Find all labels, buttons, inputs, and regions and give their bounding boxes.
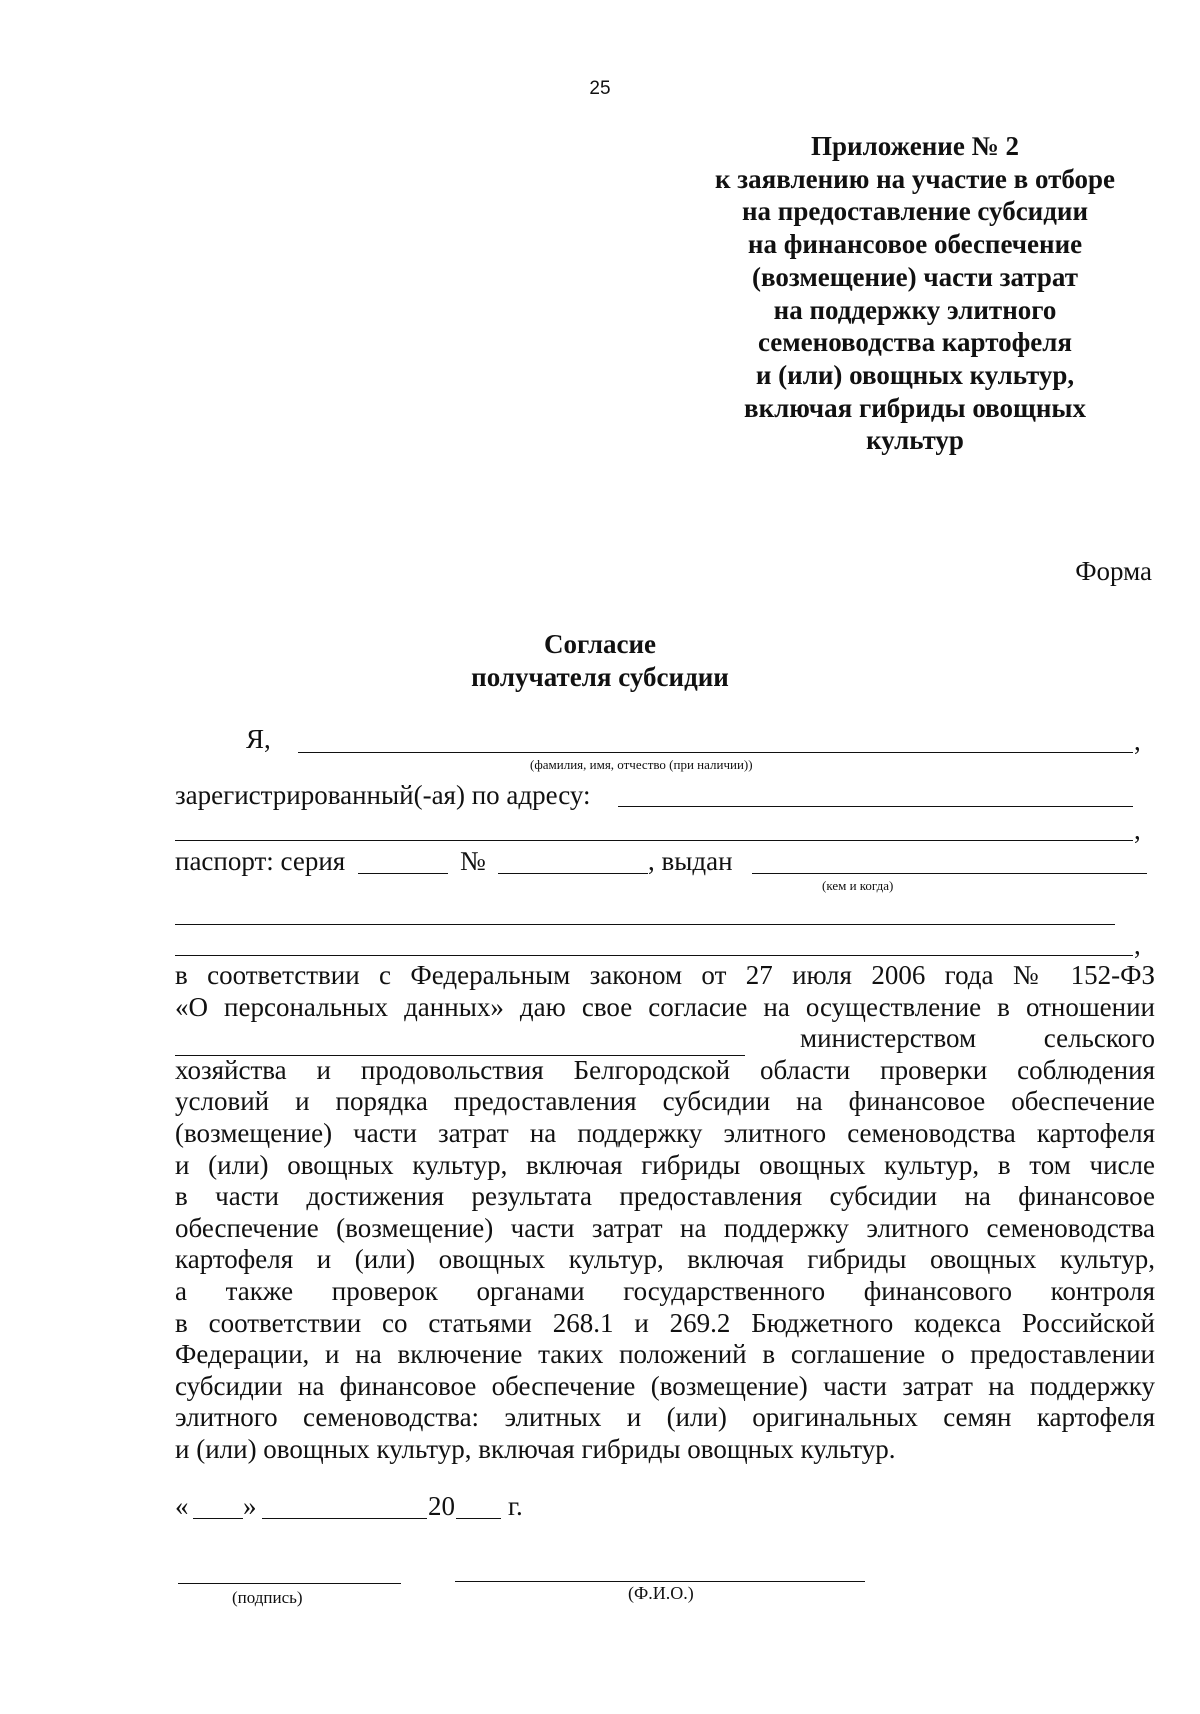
title-line-1: Согласие <box>543 629 657 659</box>
registered-label: зарегистрированный(-ая) по адресу: <box>175 780 591 810</box>
appendix-line: семеноводства картофеля <box>757 327 1073 358</box>
date-year-prefix: 20 <box>428 1491 455 1521</box>
body-line: а также проверок органами государственного финансового контроля <box>175 1275 1155 1306</box>
comma: , <box>1134 815 1141 845</box>
title-line-2: получателя субсидии <box>471 662 729 692</box>
appendix-line: к заявлению на участие в отборе <box>714 163 1116 194</box>
address-input-line[interactable] <box>618 806 1133 807</box>
form-label: Форма <box>1075 556 1152 586</box>
appendix-line: на поддержку элитного <box>773 294 1057 325</box>
body-line: министерством сельского <box>800 1023 1155 1054</box>
appendix-line: (возмещение) части затрат <box>752 261 1078 292</box>
body-line: в части достижения результата предоставления субсидии на финансовое <box>175 1181 1155 1212</box>
ya-label: Я, <box>246 724 271 754</box>
date-open-quote: « <box>175 1491 189 1521</box>
fio-input-line[interactable] <box>298 752 1133 753</box>
body-line: условий и порядка предоставления субсидии на финансовое обеспечение <box>175 1086 1155 1117</box>
appendix-header <box>690 130 1140 457</box>
fio-signature-hint: (Ф.И.О.) <box>628 1583 694 1603</box>
signature-line[interactable] <box>178 1583 401 1584</box>
comma: , <box>1134 726 1141 756</box>
consent-body <box>175 960 1155 1466</box>
page-number: 25 <box>589 78 611 99</box>
passport-number-input[interactable] <box>498 873 648 874</box>
issued-label: , выдан <box>648 846 733 876</box>
fio-hint: (фамилия, имя, отчество (при наличии)) <box>530 757 753 772</box>
body-line: картофеля и (или) овощных культур, включая гибриды овощных культур, <box>175 1244 1155 1275</box>
fio-signature-line[interactable] <box>455 1581 865 1582</box>
body-line: хозяйства и продовольствия Белгородской области проверки соблюдения <box>175 1054 1155 1085</box>
appendix-line: Приложение № 2 <box>811 131 1019 161</box>
appendix-line: культур <box>866 425 964 456</box>
date-month-input[interactable] <box>262 1518 427 1519</box>
body-line: и (или) овощных культур, включая гибриды овощных культур. <box>175 1433 896 1464</box>
signature-hint: (подпись) <box>232 1588 303 1607</box>
document-title <box>0 628 1200 694</box>
comma: , <box>1134 930 1141 960</box>
date-day-input[interactable] <box>193 1518 243 1519</box>
body-line: «О персональных данных» даю свое согласие на осуществление в отношении <box>175 991 1155 1022</box>
body-line: и (или) овощных культур, включая гибриды овощных культур, в том числе <box>175 1149 1155 1180</box>
issued-by-input[interactable] <box>752 873 1147 874</box>
appendix-line: включая гибриды овощных <box>743 392 1086 423</box>
appendix-line: и (или) овощных культур, <box>755 359 1075 390</box>
passport-series-input[interactable] <box>358 873 448 874</box>
ministry-blank-line[interactable] <box>175 1055 745 1056</box>
date-year-input[interactable] <box>456 1518 501 1519</box>
body-line: (возмещение) части затрат на поддержку элитного семеноводства картофеля <box>175 1117 1155 1148</box>
date-year-suffix: г. <box>508 1491 523 1521</box>
appendix-line: на предоставление субсидии <box>741 196 1089 227</box>
body-line: Федерации, и на включение таких положений в соглашение о предоставлении <box>175 1339 1155 1370</box>
issued-input-line-2[interactable] <box>175 924 1115 925</box>
issued-input-line-3[interactable] <box>175 955 1133 956</box>
body-line: в соответствии со статьями 268.1 и 269.2 Бюджетного кодекса Российской <box>175 1307 1155 1338</box>
number-sign: № <box>460 846 486 876</box>
address-input-line-2[interactable] <box>175 840 1133 841</box>
passport-series-label: паспорт: серия <box>175 846 346 876</box>
body-line: обеспечение (возмещение) части затрат на поддержку элитного семеноводства <box>175 1212 1155 1243</box>
body-line: в соответствии с Федеральным законом от 27 июля 2006 года № 152-ФЗ <box>175 960 1155 990</box>
body-line: элитного семеноводства: элитных и (или) оригинальных семян картофеля <box>175 1402 1155 1433</box>
date-close-quote: » <box>243 1491 257 1521</box>
issued-hint: (кем и когда) <box>822 878 894 893</box>
body-line: субсидии на финансовое обеспечение (возмещение) части затрат на поддержку <box>175 1370 1155 1401</box>
appendix-line: на финансовое обеспечение <box>747 229 1083 260</box>
